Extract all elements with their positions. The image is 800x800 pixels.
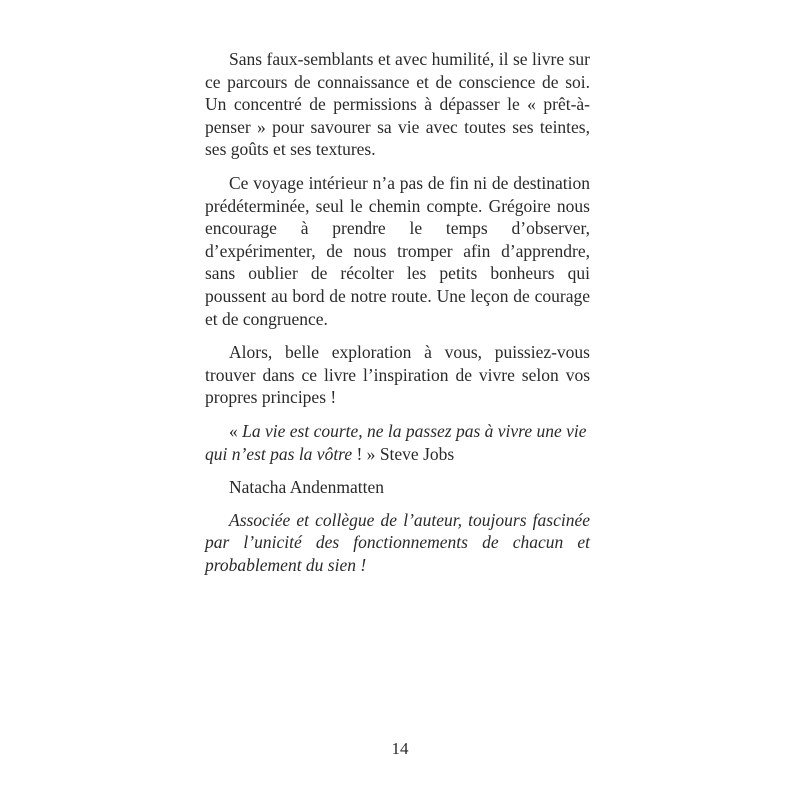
quote-close: ! » <box>352 443 380 464</box>
quote-author: Steve Jobs <box>379 443 455 464</box>
quote-open: « <box>229 420 243 441</box>
quote <box>205 420 590 465</box>
paragraph-2: Ce voyage intérieur n’a pas de fin ni de destination prédéterminée, seul le chemin compte. Grégoire nous encourage à prendre le temps d’observer, d’expérimenter, de nous tromper afin d’apprendre, sans oublier de récolter les petits bonheurs qui poussent au bord de notre route. Une leçon de courage et de congruence. <box>205 172 590 329</box>
paragraph-1: Sans faux-semblants et avec humilité, il se livre sur ce parcours de connaissance et de conscience de soi. Un concentré de permissions à dépasser le « prêt-à-penser » pour savourer sa vie avec toutes ses teintes, ses goûts et ses textures. <box>205 49 590 160</box>
signature-role: Associée et collègue de l’auteur, toujours fascinée par l’unicité des fonctionnements de chacun et probablement du sien ! <box>205 509 590 575</box>
signature-name: Natacha Andenmatten <box>229 477 385 498</box>
body-text <box>205 48 590 576</box>
paragraph-3: Alors, belle exploration à vous, puissiez-vous trouver dans ce livre l’inspiration de vivre selon vos propres principes ! <box>205 342 590 408</box>
quote-text: La vie est courte, ne la passez pas à vivre une vie qui n’est pas la vôtre <box>205 420 587 464</box>
page-number: 14 <box>391 739 409 758</box>
